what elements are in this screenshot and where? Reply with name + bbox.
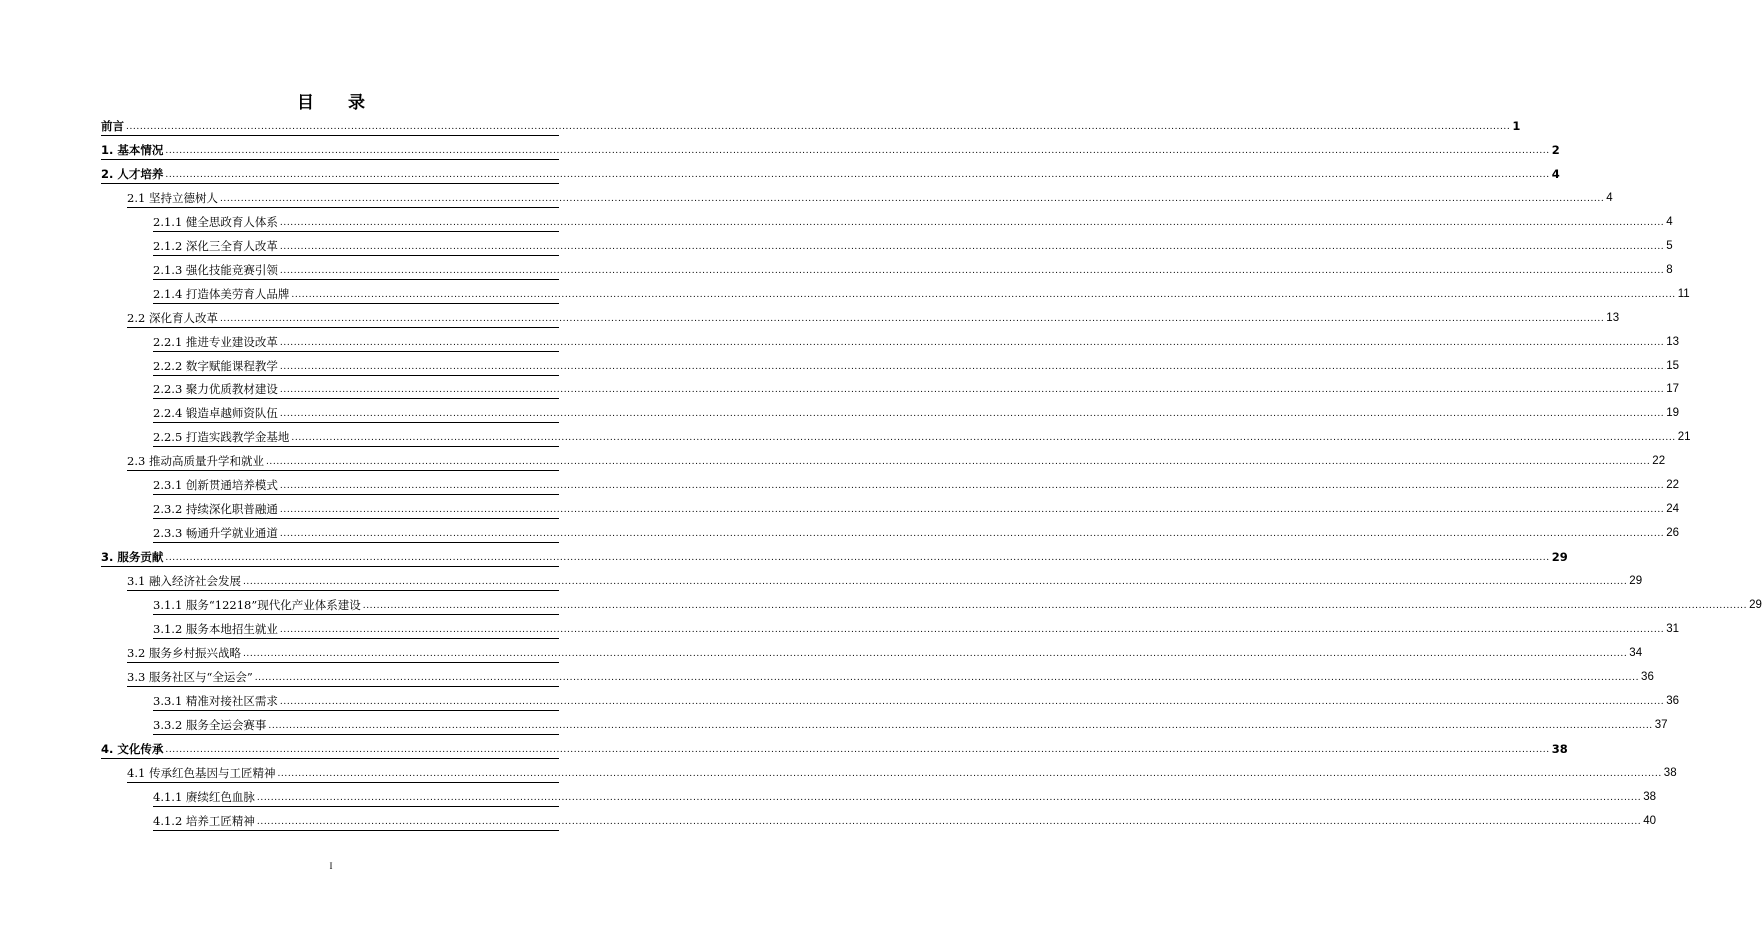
dot-leader: ................................................................................................................................................................................................................................................................................................................................................................................................................ (254, 673, 1640, 683)
toc-divider (127, 590, 559, 591)
toc-divider (153, 518, 559, 519)
dot-leader: ................................................................................................................................................................................................................................................................................................................................................................................................................ (165, 745, 1550, 755)
toc-entry-label: 4.1.2 培养工匠精神 (153, 814, 255, 828)
toc-entry-page: 4 (1551, 167, 1560, 181)
toc-entry-page: 29 (1551, 550, 1568, 564)
toc-entry-label: 4.1 传承红色基因与工匠精神 (127, 766, 276, 780)
toc-entry-label: 4. 文化传承 (101, 742, 164, 756)
toc-divider (153, 351, 559, 352)
toc-divider (153, 494, 559, 495)
toc-entry[interactable] (153, 620, 1680, 636)
toc-divider (153, 231, 559, 232)
toc-entry-label: 2.1.4 打造体美劳育人品牌 (153, 287, 290, 301)
dot-leader: ................................................................................................................................................................................................................................................................................................................................................................................................................ (291, 290, 1676, 300)
toc-entry-page: 15 (1666, 360, 1680, 372)
toc-divider (101, 159, 559, 160)
toc-entry[interactable] (153, 692, 1680, 708)
dot-leader: ................................................................................................................................................................................................................................................................................................................................................................................................................ (279, 625, 1665, 635)
toc-entry-label: 3.1.2 服务本地招生就业 (153, 622, 278, 636)
dot-leader: ................................................................................................................................................................................................................................................................................................................................................................................................................ (219, 194, 1605, 204)
toc-entry-label: 3.3.1 精准对接社区需求 (153, 694, 278, 708)
toc-entry[interactable] (127, 572, 1643, 588)
toc-entry-page: 13 (1606, 312, 1620, 324)
toc-divider (127, 782, 559, 783)
dot-leader: ................................................................................................................................................................................................................................................................................................................................................................................................................ (126, 122, 1511, 132)
dot-leader: ................................................................................................................................................................................................................................................................................................................................................................................................................ (256, 817, 1642, 827)
toc-entry[interactable] (153, 428, 1691, 444)
toc-entry-page: 5 (1666, 240, 1673, 252)
toc-divider (153, 255, 559, 256)
toc-entry-page: 38 (1663, 767, 1677, 779)
toc-entry[interactable] (127, 452, 1666, 468)
toc-entry-page: 24 (1666, 503, 1680, 515)
dot-leader: ................................................................................................................................................................................................................................................................................................................................................................................................................ (242, 649, 1628, 659)
dot-leader: ................................................................................................................................................................................................................................................................................................................................................................................................................ (277, 769, 1662, 779)
toc-divider (101, 566, 559, 567)
toc-divider (153, 279, 559, 280)
toc-entry-page: 13 (1666, 336, 1680, 348)
toc-entry-page: 22 (1666, 479, 1680, 491)
toc-entry-label: 2.3.2 持续深化职普融通 (153, 502, 278, 516)
toc-entry[interactable] (153, 237, 1673, 253)
toc-entry-label: 3.1 融入经济社会发展 (127, 574, 241, 588)
dot-leader: ................................................................................................................................................................................................................................................................................................................................................................................................................ (291, 433, 1676, 443)
toc-entry-page: 40 (1643, 815, 1657, 827)
toc-entry-page: 36 (1666, 695, 1680, 707)
toc-entry-label: 3. 服务贡献 (101, 550, 164, 564)
toc-entry-page: 31 (1666, 623, 1680, 635)
toc-entry[interactable] (153, 285, 1690, 301)
dot-leader: ................................................................................................................................................................................................................................................................................................................................................................................................................ (219, 314, 1605, 324)
toc-entry-label: 3.1.1 服务“12218”现代化产业体系建设 (153, 598, 361, 612)
toc-entry[interactable] (127, 644, 1643, 660)
toc-entry-page: 2 (1551, 143, 1560, 157)
toc-entry-label: 2.2.4 锻造卓越师资队伍 (153, 406, 278, 420)
dot-leader: ................................................................................................................................................................................................................................................................................................................................................................................................................ (279, 218, 1665, 228)
dot-leader: ................................................................................................................................................................................................................................................................................................................................................................................................................ (279, 481, 1665, 491)
toc-entry[interactable] (127, 764, 1677, 780)
toc-entry-label: 2.3.3 畅通升学就业通道 (153, 526, 278, 540)
toc-entry[interactable] (127, 309, 1620, 325)
toc-entry-label: 2.3.1 创新贯通培养模式 (153, 478, 278, 492)
toc-entry-page: 21 (1677, 431, 1691, 443)
toc-entry[interactable] (153, 524, 1680, 540)
toc-divider (127, 470, 559, 471)
dot-leader: ................................................................................................................................................................................................................................................................................................................................................................................................................ (165, 553, 1550, 563)
toc-entry[interactable] (153, 357, 1680, 373)
toc-entry[interactable] (153, 812, 1657, 828)
toc-divider (153, 446, 559, 447)
toc-divider (153, 398, 559, 399)
toc-divider (101, 135, 559, 136)
toc-entry[interactable] (153, 596, 1762, 612)
toc-divider (127, 686, 559, 687)
toc-entry-label: 前言 (101, 119, 124, 133)
toc-entry[interactable] (153, 404, 1680, 420)
toc-entry[interactable] (153, 788, 1657, 804)
toc-entry[interactable] (153, 500, 1680, 516)
dot-leader: ................................................................................................................................................................................................................................................................................................................................................................................................................ (362, 601, 1748, 611)
toc-entry-page: 8 (1666, 264, 1673, 276)
toc-entry-page: 29 (1749, 599, 1762, 611)
toc-divider (153, 710, 559, 711)
dot-leader: ................................................................................................................................................................................................................................................................................................................................................................................................................ (279, 242, 1665, 252)
toc-entry-page: 26 (1666, 527, 1680, 539)
dot-leader: ................................................................................................................................................................................................................................................................................................................................................................................................................ (242, 577, 1628, 587)
toc-entry-label: 2.1.1 健全思政育人体系 (153, 215, 278, 229)
toc-divider (153, 542, 559, 543)
toc-entry-label: 2.1.3 强化技能竞赛引领 (153, 263, 278, 277)
dot-leader: ................................................................................................................................................................................................................................................................................................................................................................................................................ (279, 409, 1665, 419)
toc-entry-page: 4 (1666, 216, 1673, 228)
toc-entry[interactable] (153, 380, 1680, 396)
toc-entry-label: 2.1 坚持立德树人 (127, 191, 218, 205)
dot-leader: ................................................................................................................................................................................................................................................................................................................................................................................................................ (268, 721, 1653, 731)
toc-entry-page: 38 (1551, 742, 1568, 756)
dot-leader: ................................................................................................................................................................................................................................................................................................................................................................................................................ (279, 505, 1665, 515)
toc-divider (101, 183, 559, 184)
toc-entry[interactable] (153, 716, 1668, 732)
toc-divider (153, 375, 559, 376)
toc-entry-label: 3.3.2 服务全运会赛事 (153, 718, 267, 732)
toc-divider (153, 734, 559, 735)
dot-leader: ................................................................................................................................................................................................................................................................................................................................................................................................................ (279, 385, 1665, 395)
toc-divider (153, 830, 559, 831)
toc-entry[interactable] (101, 117, 1521, 133)
toc-divider (127, 662, 559, 663)
toc-entry[interactable] (153, 213, 1673, 229)
toc-entry-page: 11 (1677, 288, 1690, 300)
toc-title: 目 录 (297, 93, 379, 113)
dot-leader: ................................................................................................................................................................................................................................................................................................................................................................................................................ (279, 529, 1665, 539)
toc-entry-page: 1 (1512, 119, 1521, 133)
toc-divider (153, 303, 559, 304)
toc-entry[interactable] (153, 333, 1680, 349)
toc-entry-label: 2.2.3 聚力优质教材建设 (153, 382, 278, 396)
toc-entry-label: 3.2 服务乡村振兴战略 (127, 646, 241, 660)
toc-entry-page: 34 (1629, 647, 1643, 659)
dot-leader: ................................................................................................................................................................................................................................................................................................................................................................................................................ (279, 697, 1665, 707)
dot-leader: ................................................................................................................................................................................................................................................................................................................................................................................................................ (165, 170, 1550, 180)
toc-divider (101, 758, 559, 759)
toc-entry-page: 37 (1654, 719, 1668, 731)
dot-leader: ................................................................................................................................................................................................................................................................................................................................................................................................................ (265, 457, 1651, 467)
toc-entry[interactable] (101, 141, 1560, 157)
page-number-footer: I (329, 861, 333, 871)
toc-divider (127, 327, 559, 328)
toc-entry[interactable] (101, 165, 1560, 181)
toc-entry-label: 2.2 深化育人改革 (127, 311, 218, 325)
dot-leader: ................................................................................................................................................................................................................................................................................................................................................................................................................ (279, 266, 1665, 276)
toc-entry-label: 2.1.2 深化三全育人改革 (153, 239, 278, 253)
toc-entry-page: 19 (1666, 407, 1680, 419)
toc-entry-label: 2. 人才培养 (101, 167, 164, 181)
toc-divider (153, 614, 559, 615)
toc-entry[interactable] (101, 740, 1568, 756)
toc-entry-page: 38 (1643, 791, 1657, 803)
toc-entry-label: 4.1.1 赓续红色血脉 (153, 790, 255, 804)
toc-entry-label: 2.2.5 打造实践教学金基地 (153, 430, 290, 444)
toc-divider (127, 207, 559, 208)
toc-entry[interactable] (153, 476, 1680, 492)
toc-entry-label: 2.2.1 推进专业建设改革 (153, 335, 278, 349)
toc-entry-label: 2.2.2 数字赋能课程教学 (153, 359, 278, 373)
dot-leader: ................................................................................................................................................................................................................................................................................................................................................................................................................ (279, 362, 1665, 372)
toc-entry-label: 1. 基本情况 (101, 143, 164, 157)
toc-entry[interactable] (127, 668, 1654, 684)
toc-entry-label: 2.3 推动高质量升学和就业 (127, 454, 264, 468)
toc-entry-label: 3.3 服务社区与“全运会” (127, 670, 253, 684)
toc-divider (153, 422, 559, 423)
dot-leader: ................................................................................................................................................................................................................................................................................................................................................................................................................ (279, 338, 1665, 348)
dot-leader: ................................................................................................................................................................................................................................................................................................................................................................................................................ (256, 793, 1642, 803)
toc-entry-page: 17 (1666, 383, 1680, 395)
toc-divider (153, 638, 559, 639)
dot-leader: ................................................................................................................................................................................................................................................................................................................................................................................................................ (165, 146, 1550, 156)
toc-divider (153, 806, 559, 807)
toc-entry-page: 4 (1606, 192, 1613, 204)
toc-entry[interactable] (127, 189, 1613, 205)
toc-entry-page: 36 (1641, 671, 1654, 683)
toc-entry[interactable] (101, 548, 1568, 564)
toc-entry-page: 22 (1652, 455, 1666, 467)
toc-entry[interactable] (153, 261, 1673, 277)
toc-entry-page: 29 (1629, 575, 1643, 587)
